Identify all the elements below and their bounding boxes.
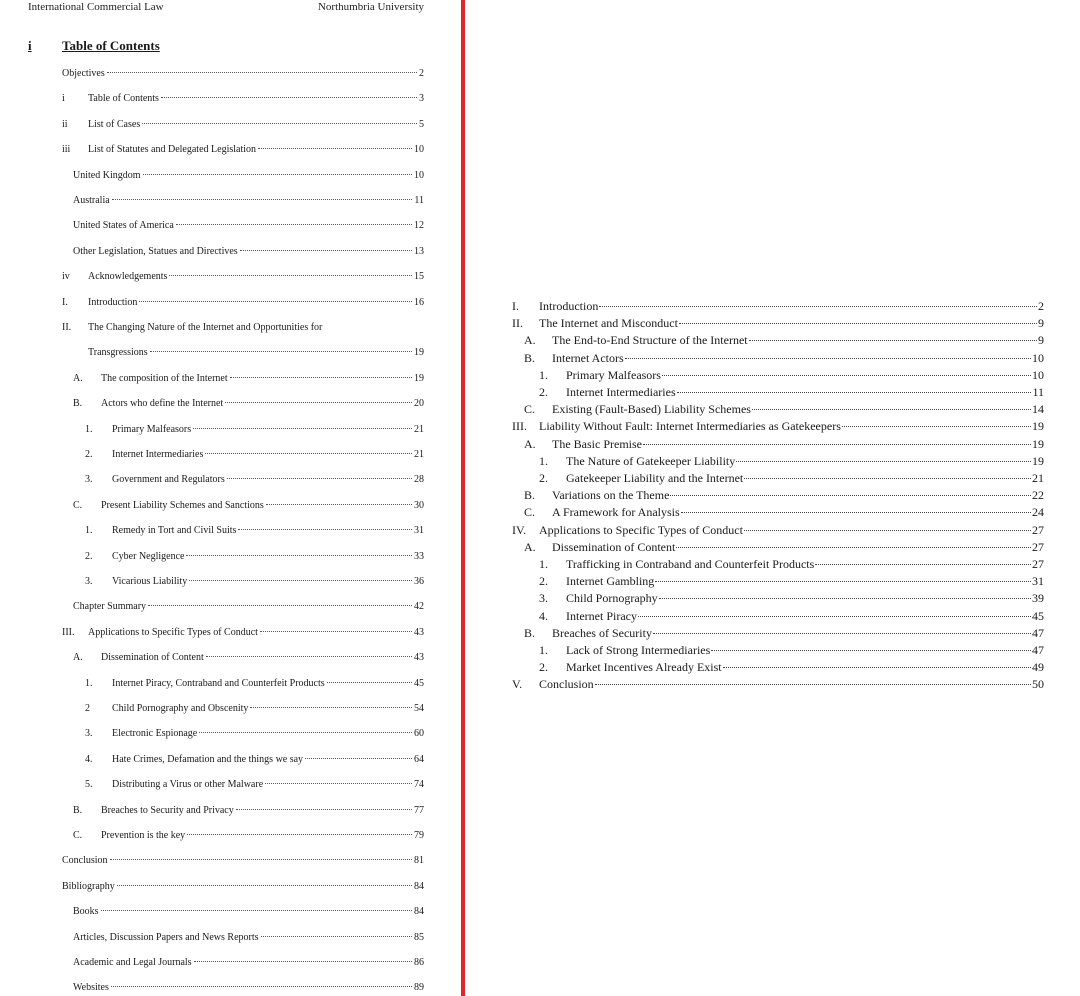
toc-entry-title: Primary Malfeasors: [112, 423, 192, 435]
toc-entry: [524, 401, 1044, 418]
toc-dot-leader: [150, 351, 412, 352]
toc-entry-title: Electronic Espionage: [112, 728, 198, 740]
toc-dot-leader: [711, 650, 1031, 651]
toc-dot-leader: [305, 758, 412, 759]
toc-entry-page-number: 2: [419, 68, 424, 79]
toc-entry: [73, 600, 424, 614]
toc-entry-number: V.: [512, 677, 523, 692]
toc-dot-leader: [250, 707, 412, 708]
toc-entry-title: Table of Contents: [88, 93, 159, 105]
toc-entry-title: Conclusion: [539, 677, 594, 692]
toc-entry-page-number: 27: [1032, 522, 1044, 537]
toc-dot-leader: [189, 580, 412, 581]
toc-entry-page-number: 31: [414, 525, 424, 537]
toc-entry-page-number: 22: [1032, 488, 1044, 503]
toc-entry-title: Chapter Summary: [73, 601, 147, 613]
toc-entry-title: Existing (Fault-Based) Liability Schemes: [552, 402, 751, 417]
toc-entry-title: A Framework for Analysis: [552, 505, 680, 520]
toc-entry-title: Academic and Legal Journals: [73, 957, 192, 968]
header-course-title: International Commercial Law: [28, 1, 164, 13]
toc-entry-title: United States of America: [73, 220, 174, 232]
toc-entry-title: Distributing a Virus or other Malware: [112, 779, 264, 791]
toc-entry-number: B.: [73, 804, 83, 816]
toc-entry-number: 1.: [539, 557, 548, 571]
toc-entry-number: 2.: [85, 550, 93, 562]
toc-entry: [73, 829, 424, 843]
toc-entry-number: III.: [512, 419, 527, 434]
toc-entry: [512, 315, 1044, 332]
toc-entry-page-number: 49: [1032, 660, 1044, 675]
toc-dot-leader: [723, 667, 1031, 668]
toc-dot-leader: [842, 426, 1031, 427]
toc-dot-leader: [744, 530, 1031, 531]
toc-entry-page-number: 13: [414, 245, 424, 257]
toc-entry: [73, 499, 424, 513]
toc-dot-leader: [258, 148, 412, 149]
toc-entry-page-number: 86: [414, 957, 424, 968]
toc-entry-number: 2.: [85, 449, 93, 460]
toc-entry-number: A.: [524, 539, 536, 554]
toc-dot-leader: [749, 340, 1037, 341]
toc-entry-number: A.: [73, 652, 83, 664]
toc-entry-title: Present Liability Schemes and Sanctions: [101, 499, 264, 511]
toc-entry-title: Dissemination of Content: [101, 652, 204, 664]
toc-entry-title: Internet Intermediaries: [566, 385, 676, 399]
toc-entry: [85, 727, 424, 741]
toc-dot-leader: [670, 495, 1031, 496]
toc-entry: [62, 321, 424, 335]
toc-entry-title: Trafficking in Contraband and Counterfeit Products: [566, 557, 815, 571]
toc-entry-title: The Basic Premise: [552, 436, 642, 451]
toc-entry: [73, 931, 424, 945]
toc-heading-title: Table of Contents: [62, 38, 160, 53]
toc-entry-title: Australia: [73, 195, 110, 206]
toc-dot-leader: [238, 529, 412, 530]
toc-dot-leader: [111, 986, 412, 987]
toc-entry-number: B.: [524, 488, 536, 503]
toc-entry-page-number: 54: [414, 703, 424, 714]
toc-entry: [524, 487, 1044, 504]
toc-dot-leader: [265, 783, 412, 784]
toc-entry-number: I.: [62, 296, 68, 308]
toc-dot-leader: [744, 478, 1031, 479]
toc-entry-title: Child Pornography: [566, 591, 658, 606]
toc-entry: [524, 332, 1044, 349]
toc-entry-page-number: 19: [1032, 436, 1044, 451]
toc-entry-title: Market Incentives Already Exist: [566, 660, 722, 675]
toc-entry-title: List of Cases: [88, 118, 141, 130]
toc-entry: [62, 270, 424, 284]
toc-entry-number: C.: [524, 505, 536, 520]
toc-entry: [512, 522, 1044, 539]
toc-entry-page-number: 47: [1032, 643, 1044, 657]
toc-entry-title: Applications to Specific Types of Conduct: [88, 626, 258, 638]
toc-dot-leader: [110, 859, 412, 860]
toc-entry: [62, 67, 424, 81]
toc-entry-page-number: 45: [1032, 608, 1044, 623]
toc-entry: [85, 753, 424, 767]
toc-entry-number: 1.: [85, 525, 93, 537]
toc-entry-number: A.: [524, 333, 536, 348]
right-document-page: [466, 0, 1080, 996]
toc-dot-leader: [655, 581, 1031, 582]
toc-dot-leader: [143, 174, 413, 175]
toc-entry-page-number: 10: [414, 144, 424, 156]
toc-entry: [539, 384, 1044, 401]
toc-entry-number: B.: [73, 398, 83, 410]
toc-entry-title: Cyber Negligence: [112, 550, 185, 562]
toc-entry-title: The Changing Nature of the Internet and Opportunities for: [88, 322, 323, 333]
toc-entry: [85, 575, 424, 589]
left-document-page: [0, 0, 462, 996]
toc-entry-title: Bibliography: [62, 880, 115, 892]
toc-entry: [85, 677, 424, 691]
toc-entry-title: Transgressions: [88, 347, 148, 359]
toc-entry-page-number: 79: [414, 830, 424, 841]
toc-entry-title: Dissemination of Content: [552, 539, 676, 554]
toc-entry-title: Variations on the Theme: [552, 488, 670, 503]
toc-entry: [73, 169, 424, 183]
toc-entry: [73, 372, 424, 386]
toc-entry-title: Introduction: [539, 299, 599, 313]
toc-dot-leader: [230, 377, 412, 378]
toc-entry-page-number: 43: [414, 652, 424, 664]
toc-entry-page-number: 89: [414, 982, 424, 994]
toc-dot-leader: [625, 358, 1031, 359]
toc-entry-title: Breaches to Security and Privacy: [101, 804, 234, 816]
toc-entry-page-number: 33: [414, 550, 424, 562]
toc-entry-page-number: 10: [1032, 367, 1044, 382]
toc-dot-leader: [643, 444, 1031, 445]
toc-dot-leader: [112, 199, 413, 200]
toc-dot-leader: [193, 428, 412, 429]
toc-dot-leader: [142, 123, 417, 124]
toc-entry-title: Actors who define the Internet: [101, 398, 224, 410]
toc-entry-page-number: 47: [1032, 625, 1044, 640]
toc-entry: [73, 219, 424, 233]
toc-entry-title: Remedy in Tort and Civil Suits: [112, 525, 237, 537]
toc-entry-page-number: 10: [414, 169, 424, 181]
toc-entry-page-number: 21: [414, 449, 424, 460]
toc-dot-leader: [599, 306, 1037, 307]
toc-entry-number: C.: [524, 402, 536, 417]
toc-entry-number: IV.: [512, 522, 527, 537]
toc-entry: [62, 880, 424, 894]
toc-entry-page-number: 19: [1032, 453, 1044, 468]
toc-heading-number: i: [28, 38, 32, 53]
toc-entry-title: Websites: [73, 982, 109, 994]
toc-entry: [73, 905, 424, 919]
toc-dot-leader: [107, 72, 417, 73]
toc-dot-leader: [117, 885, 412, 886]
toc-dot-leader: [161, 97, 417, 98]
toc-entry: [512, 676, 1044, 693]
toc-entry-page-number: 19: [1032, 419, 1044, 434]
toc-entry-page-number: 30: [414, 499, 424, 511]
toc-entry-number: ii: [62, 118, 68, 130]
toc-dot-leader: [736, 461, 1031, 462]
toc-entry-title: The Nature of Gatekeeper Liability: [566, 453, 736, 468]
toc-entry: [539, 556, 1044, 573]
toc-entry-page-number: 42: [414, 601, 424, 613]
toc-entry: [62, 296, 424, 310]
toc-entry-title: Breaches of Security: [552, 625, 652, 640]
toc-entry-page-number: 28: [414, 474, 424, 486]
toc-entry: [62, 626, 424, 640]
toc-dot-leader: [662, 375, 1031, 376]
toc-entry-page-number: 15: [414, 271, 424, 283]
toc-entry: [73, 194, 424, 208]
toc-entry-number: 1.: [539, 453, 548, 468]
toc-dot-leader: [653, 633, 1031, 634]
toc-dot-leader: [260, 631, 412, 632]
toc-entry-page-number: 77: [414, 804, 424, 816]
toc-entry-title: Books: [73, 906, 99, 918]
toc-entry: [85, 778, 424, 792]
toc-dot-leader: [266, 504, 412, 505]
toc-entry: [539, 367, 1044, 384]
toc-entry-title: Acknowledgements: [88, 271, 168, 283]
toc-dot-leader: [752, 409, 1031, 410]
toc-entry-page-number: 24: [1032, 505, 1044, 520]
toc-dot-leader: [236, 809, 412, 810]
toc-dot-leader: [205, 453, 412, 454]
toc-entry-number: 4.: [539, 608, 548, 623]
toc-entry-page-number: 11: [1032, 385, 1044, 399]
toc-entry-title: Vicarious Liability: [112, 576, 188, 587]
toc-entry-page-number: 43: [414, 626, 424, 638]
toc-entry-number: II.: [62, 322, 72, 333]
toc-entry: [73, 245, 424, 259]
toc-entry-page-number: 27: [1032, 557, 1044, 571]
toc-dot-leader: [327, 682, 412, 683]
toc-dot-leader: [679, 323, 1037, 324]
toc-entry-title: United Kingdom: [73, 169, 141, 181]
toc-dot-leader: [186, 555, 412, 556]
toc-entry-page-number: 21: [414, 423, 424, 435]
toc-dot-leader: [187, 834, 412, 835]
toc-entry: [85, 473, 424, 487]
toc-entry-page-number: 5: [419, 118, 424, 130]
toc-entry-page-number: 2: [1038, 299, 1044, 313]
toc-entry: [62, 854, 424, 868]
toc-dot-leader: [194, 961, 412, 962]
toc-entry-title: Objectives: [62, 68, 105, 79]
toc-entry-number: C.: [73, 499, 83, 511]
toc-dot-leader: [815, 564, 1031, 565]
toc-entry-title: Internet Gambling: [566, 574, 655, 589]
toc-entry-page-number: 27: [1032, 539, 1044, 554]
toc-entry-page-number: 84: [414, 880, 424, 892]
toc-dot-leader: [659, 598, 1031, 599]
toc-entry: [85, 524, 424, 538]
toc-entry-page-number: 10: [1032, 350, 1044, 365]
toc-entry-page-number: 19: [414, 372, 424, 384]
toc-entry-number: C.: [73, 830, 83, 841]
toc-entry-page-number: 9: [1038, 316, 1044, 331]
toc-entry-number: 1.: [85, 677, 93, 689]
toc-entry-page-number: 64: [414, 753, 424, 765]
toc-entry-number: 3.: [85, 474, 93, 486]
toc-entry-number: iv: [62, 271, 70, 283]
toc-entry: [73, 804, 424, 818]
toc-entry-number: iii: [62, 144, 71, 156]
toc-entry: [62, 118, 424, 132]
toc-entry-number: 3.: [539, 591, 548, 606]
toc-entry-title: Internet Intermediaries: [112, 449, 204, 460]
toc-entry-title: Internet Piracy: [566, 608, 637, 623]
toc-entry-page-number: 21: [1032, 471, 1044, 485]
toc-entry-number: 2.: [539, 660, 548, 675]
toc-entry-title: Primary Malfeasors: [566, 367, 661, 382]
toc-entry-number: i: [62, 93, 65, 105]
toc-entry: [512, 298, 1044, 315]
toc-entry-title: Liability Without Fault: Internet Intermediaries as Gatekeepers: [539, 419, 841, 434]
toc-entry-page-number: 19: [414, 347, 424, 359]
toc-entry-title: The Internet and Misconduct: [539, 316, 678, 331]
toc-entry-title: Child Pornography and Obscenity: [112, 703, 249, 714]
toc-entry-title: Internet Piracy, Contraband and Counterfeit Products: [112, 677, 325, 689]
toc-entry-page-number: 9: [1038, 333, 1044, 348]
header-institution: Northumbria University: [317, 1, 424, 13]
toc-entry-title: Conclusion: [62, 855, 108, 867]
toc-entry-title: Introduction: [88, 296, 138, 308]
toc-dot-leader: [676, 547, 1031, 548]
toc-entry-number: 2.: [539, 385, 548, 399]
toc-entry-title: The End-to-End Structure of the Internet: [552, 333, 748, 348]
toc-entry-title: Lack of Strong Intermediaries: [566, 643, 711, 657]
toc-dot-leader: [225, 402, 412, 403]
toc-dot-leader: [595, 684, 1031, 685]
toc-entry: [85, 423, 424, 437]
toc-entry: [85, 448, 424, 462]
toc-entry-title: The composition of the Internet: [101, 372, 228, 384]
toc-entry: [539, 590, 1044, 607]
toc-entry-page-number: 36: [414, 576, 424, 587]
toc-entry-page-number: 11: [414, 195, 424, 206]
toc-entry-number: 1.: [539, 643, 548, 657]
toc-entry-number: 2: [85, 703, 90, 714]
toc-entry-page-number: 81: [414, 855, 424, 867]
toc-entry: [85, 550, 424, 564]
toc-entry-title: Applications to Specific Types of Conduct: [539, 522, 743, 537]
toc-entry-number: 2.: [539, 574, 548, 589]
toc-dot-leader: [199, 732, 412, 733]
toc-entry-title: List of Statutes and Delegated Legislation: [88, 144, 257, 156]
toc-entry-title: Prevention is the key: [101, 830, 186, 841]
toc-entry: [73, 397, 424, 411]
toc-entry-page-number: 31: [1032, 574, 1044, 589]
toc-entry-title: Hate Crimes, Defamation and the things we say: [112, 753, 304, 765]
toc-entry-page-number: 14: [1032, 402, 1044, 417]
toc-entry: [539, 573, 1044, 590]
toc-entry-number: 4.: [85, 753, 93, 765]
toc-entry-number: A.: [524, 436, 536, 451]
toc-entry-page-number: 50: [1032, 677, 1044, 692]
toc-dot-leader: [148, 605, 412, 606]
toc-dot-leader: [206, 656, 412, 657]
toc-entry-title: Other Legislation, Statues and Directives: [73, 245, 238, 257]
toc-entry-number: III.: [62, 626, 75, 638]
toc-dot-leader: [261, 936, 412, 937]
toc-entry: [73, 956, 424, 970]
toc-entry-page-number: 20: [414, 398, 424, 410]
toc-entry: [539, 470, 1044, 487]
toc-dot-leader: [176, 224, 412, 225]
toc-entry: [524, 504, 1044, 521]
toc-dot-leader: [227, 478, 412, 479]
toc-entry-page-number: 74: [414, 779, 424, 791]
toc-entry-page-number: 39: [1032, 591, 1044, 606]
toc-entry-page-number: 85: [414, 931, 424, 943]
toc-entry-title: Government and Regulators: [112, 474, 225, 486]
toc-entry-title: Gatekeeper Liability and the Internet: [566, 471, 744, 485]
toc-entry-page-number: 3: [419, 93, 424, 105]
toc-entry: [73, 651, 424, 665]
toc-entry-number: 1.: [85, 423, 93, 435]
toc-dot-leader: [681, 512, 1031, 513]
toc-entry-page-number: 45: [414, 677, 424, 689]
toc-entry: [539, 608, 1044, 625]
page-divider: [461, 0, 465, 996]
toc-entry: [539, 642, 1044, 659]
toc-entry: [62, 92, 424, 106]
toc-dot-leader: [677, 392, 1032, 393]
toc-entry: [524, 350, 1044, 367]
toc-dot-leader: [169, 275, 412, 276]
toc-dot-leader: [638, 616, 1031, 617]
toc-entry: [539, 453, 1044, 470]
toc-entry: [512, 418, 1044, 435]
toc-entry-number: 3.: [85, 728, 93, 740]
toc-entry-page-number: 16: [414, 296, 424, 308]
toc-entry: [524, 539, 1044, 556]
toc-entry-number: 2.: [539, 471, 548, 485]
toc-entry-number: 1.: [539, 367, 548, 382]
toc-entry: [62, 346, 424, 360]
toc-entry-number: I.: [512, 299, 519, 313]
toc-entry: [73, 981, 424, 995]
toc-entry: [539, 659, 1044, 676]
toc-entry-number: B.: [524, 350, 536, 365]
toc-entry-number: B.: [524, 625, 536, 640]
toc-entry: [62, 143, 424, 157]
toc-entry-page-number: 60: [414, 728, 424, 740]
toc-entry-page-number: 84: [414, 906, 424, 918]
toc-entry-page-number: 12: [414, 220, 424, 232]
toc-entry: [85, 702, 424, 716]
toc-entry-number: 5.: [85, 779, 93, 791]
toc-entry-title: Articles, Discussion Papers and News Reports: [73, 931, 259, 943]
toc-entry: [524, 625, 1044, 642]
toc-entry-number: A.: [73, 372, 83, 384]
toc-entry: [524, 436, 1044, 453]
toc-dot-leader: [240, 250, 412, 251]
toc-dot-leader: [139, 301, 412, 302]
toc-entry-number: 3.: [85, 576, 93, 587]
toc-entry-number: II.: [512, 316, 523, 331]
toc-dot-leader: [101, 910, 412, 911]
toc-entry-title: Internet Actors: [552, 350, 624, 365]
